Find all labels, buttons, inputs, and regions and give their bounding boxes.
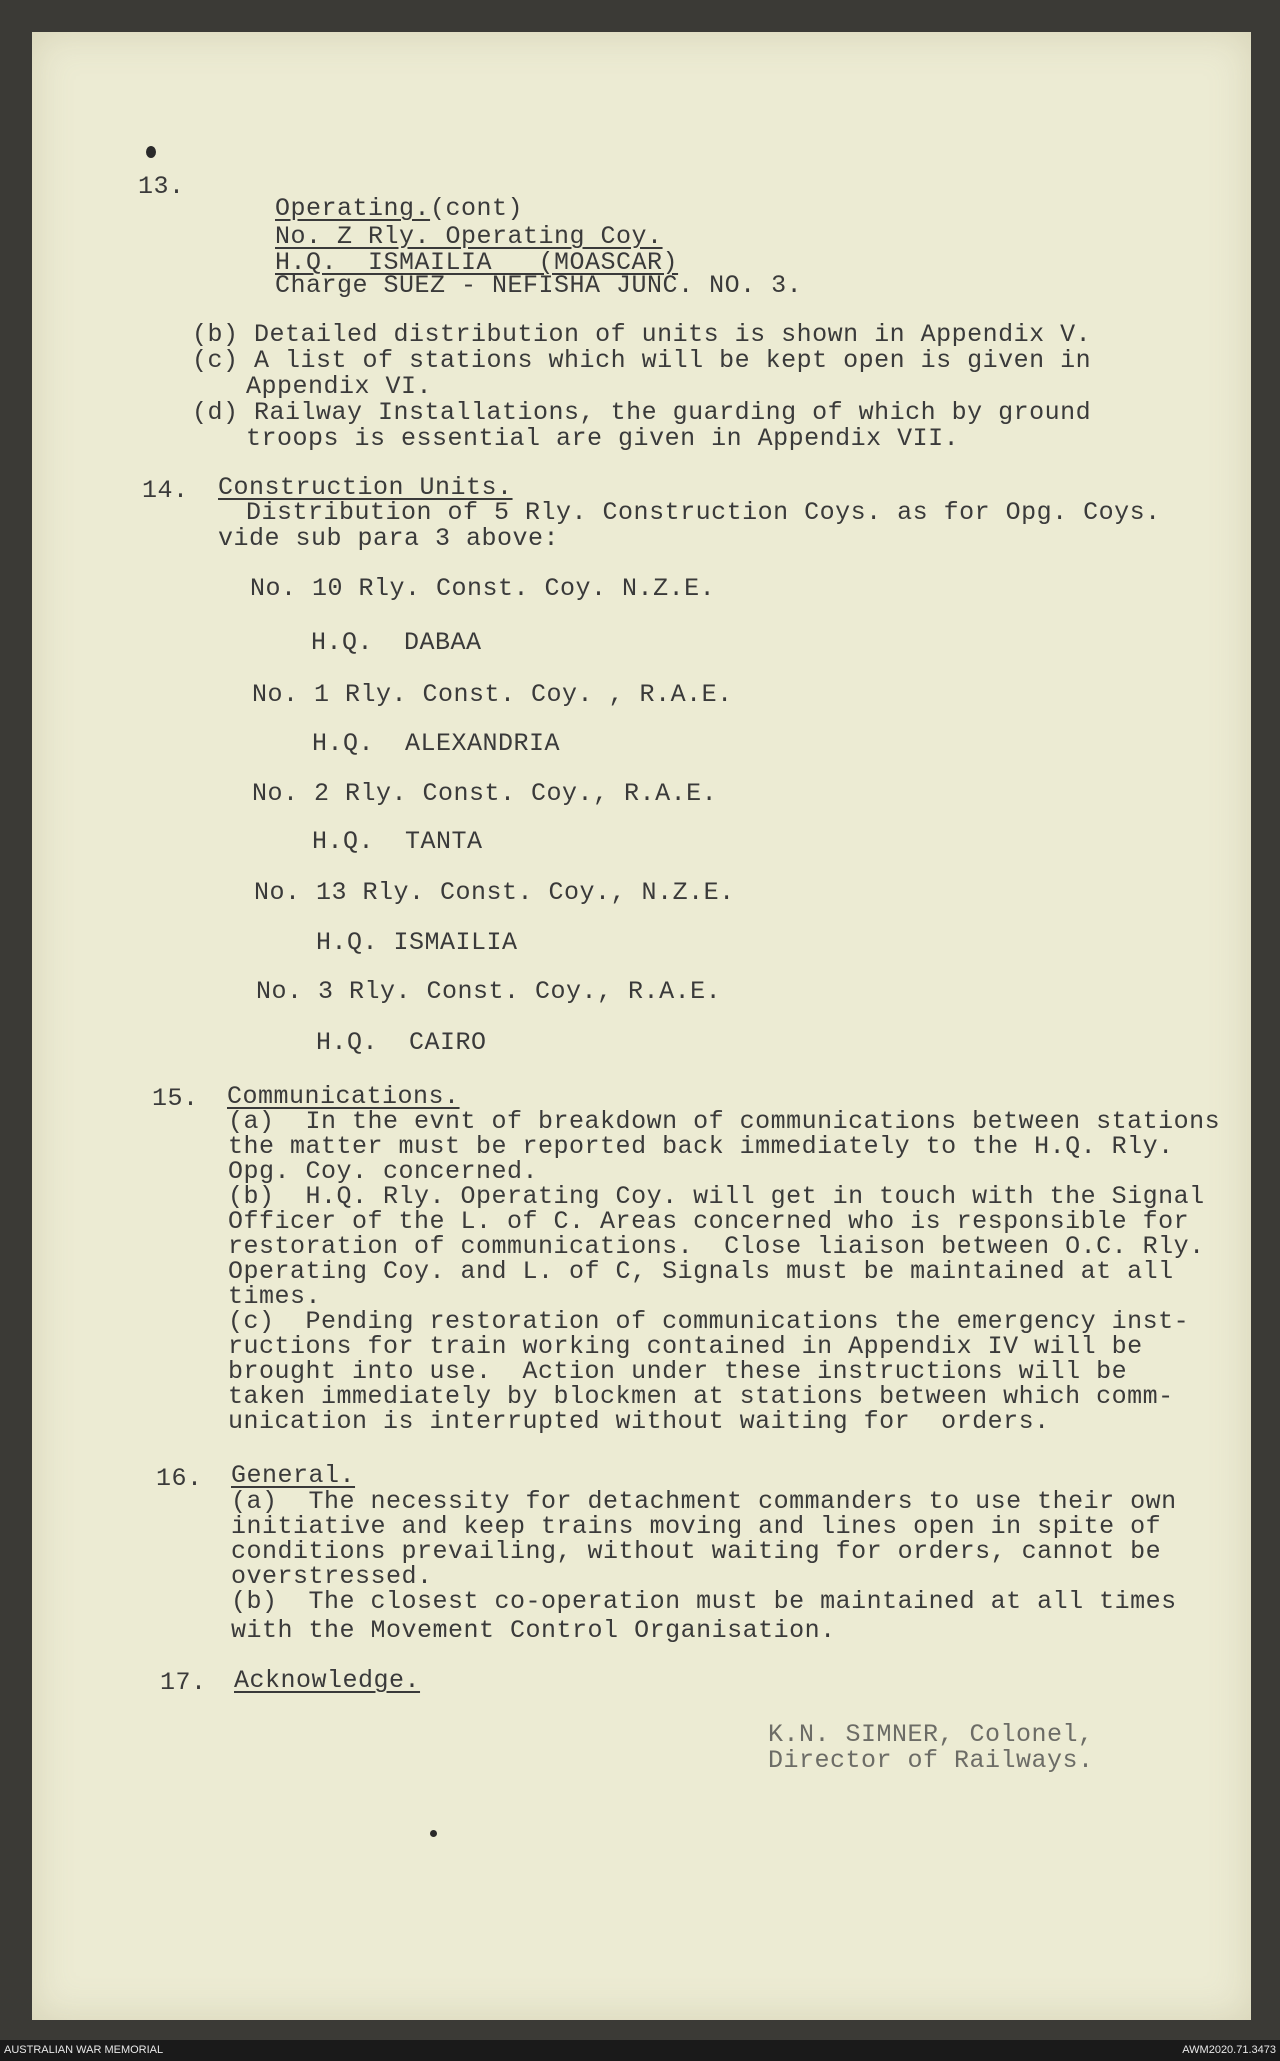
section-15-line: ructions for train working contained in Appendix IV will be: [228, 1332, 1143, 1361]
section-15-line: (b) H.Q. Rly. Operating Coy. will get in touch with the Signal: [228, 1182, 1205, 1211]
section-13-c2: Appendix VI.: [246, 372, 433, 401]
footer-institution: AUSTRALIAN WAR MEMORIAL: [4, 2044, 164, 2056]
ink-dot: [430, 1830, 437, 1837]
section-16-line: with the Movement Control Organisation.: [231, 1616, 836, 1645]
section-13-coy: No. Z Rly. Operating Coy.: [275, 222, 663, 251]
section-15-line: restoration of communications. Close liaison between O.C. Rly.: [228, 1232, 1205, 1261]
unit-4-hq: H.Q. ISMAILIA: [316, 928, 518, 957]
section-17-number: 17.: [160, 1668, 207, 1697]
archive-footer: [0, 2040, 1280, 2061]
document-page: [32, 32, 1251, 2020]
section-17-heading: Acknowledge.: [234, 1666, 421, 1695]
footer-reference: AWM2020.71.3473: [1182, 2044, 1276, 2056]
section-16-line: (a) The necessity for detachment commanders to use their own: [231, 1487, 1177, 1516]
unit-2-hq: H.Q. ALEXANDRIA: [312, 729, 561, 758]
unit-1-hq: H.Q. DABAA: [311, 628, 482, 657]
section-15-heading: Communications.: [227, 1082, 460, 1111]
signature-name: K.N. SIMNER, Colonel,: [768, 1720, 1094, 1749]
section-14-number: 14.: [142, 476, 189, 505]
section-13-charge: Charge SUEZ - NEFISHA JUNC. NO. 3.: [275, 271, 803, 300]
section-15-line: taken immediately by blockmen at stations between which comm-: [228, 1382, 1174, 1411]
section-14-intro2: vide sub para 3 above:: [218, 524, 560, 553]
unit-2-name: No. 1 Rly. Const. Coy. , R.A.E.: [252, 680, 733, 709]
section-13-b: (b) Detailed distribution of units is shown in Appendix V.: [192, 320, 1092, 349]
section-13-title: Operating.: [275, 194, 431, 223]
section-15-line: Opg. Coy. concerned.: [228, 1157, 539, 1186]
section-16-line: initiative and keep trains moving and lines open in spite of: [231, 1512, 1162, 1541]
section-13-d2: troops is essential are given in Appendix VII.: [246, 424, 960, 453]
section-16-line: overstressed.: [231, 1562, 433, 1591]
section-15-line: unication is interrupted without waiting for orders.: [228, 1407, 1050, 1436]
unit-4-name: No. 13 Rly. Const. Coy., N.Z.E.: [254, 878, 735, 907]
unit-1-name: No. 10 Rly. Const. Coy. N.Z.E.: [250, 574, 716, 603]
section-13-hq: H.Q. ISMAILIA (MOASCAR): [275, 248, 679, 277]
unit-5-hq: H.Q. CAIRO: [316, 1028, 487, 1057]
section-16-heading: General.: [231, 1461, 356, 1490]
unit-3-name: No. 2 Rly. Const. Coy., R.A.E.: [252, 779, 718, 808]
signature-title: Director of Railways.: [768, 1746, 1094, 1775]
unit-5-name: No. 3 Rly. Const. Coy., R.A.E.: [256, 977, 722, 1006]
section-15-line: (a) In the evnt of breakdown of communications between stations: [228, 1107, 1221, 1136]
section-13-number: 13.: [138, 172, 185, 201]
section-15-line: the matter must be reported back immediately to the H.Q. Rly.: [228, 1132, 1174, 1161]
section-13-cont: (cont): [430, 194, 524, 223]
section-13-d1: (d) Railway Installations, the guarding of which by ground: [192, 398, 1092, 427]
section-16-number: 16.: [156, 1464, 203, 1493]
section-15-number: 15.: [152, 1084, 199, 1113]
ink-mark: [146, 146, 156, 158]
section-16-line: (b) The closest co-operation must be maintained at all times: [231, 1587, 1177, 1616]
section-15-line: (c) Pending restoration of communications the emergency inst-: [228, 1307, 1190, 1336]
unit-3-hq: H.Q. TANTA: [312, 827, 483, 856]
section-14-intro1: Distribution of 5 Rly. Construction Coys. as for Opg. Coys.: [246, 498, 1161, 527]
section-15-line: Officer of the L. of C. Areas concerned who is responsible for: [228, 1207, 1190, 1236]
section-14-heading: Construction Units.: [218, 473, 513, 502]
section-15-line: brought into use. Action under these instructions will be: [228, 1357, 1128, 1386]
section-16-line: conditions prevailing, without waiting for orders, cannot be: [231, 1537, 1162, 1566]
section-15-line: Operating Coy. and L. of C, Signals must be maintained at all: [228, 1257, 1174, 1286]
section-13-c1: (c) A list of stations which will be kept open is given in: [192, 346, 1092, 375]
section-15-line: times.: [228, 1282, 322, 1311]
